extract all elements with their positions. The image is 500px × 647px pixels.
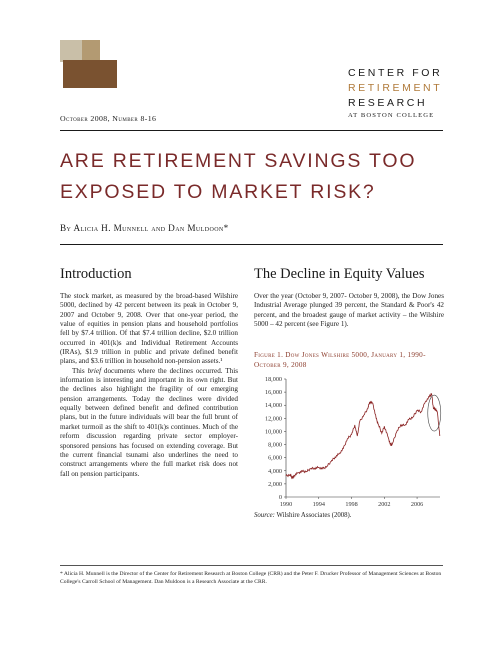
source-label: Source: [254, 512, 275, 519]
y-tick-label: 4,000 [268, 467, 282, 475]
logo-line-3: RESEARCH [348, 97, 428, 109]
x-tick-label: 2002 [378, 501, 391, 508]
decline-heading: The Decline in Equity Values [254, 266, 425, 282]
issue-info: October 2008, Number 8-16 [60, 114, 157, 123]
wilshire-line-chart [254, 375, 446, 509]
intro-heading: Introduction [60, 266, 132, 282]
footnote: * Alicia H. Munnell is the Director of the Center for Retirement Research at Boston College (CRR) and the Peter F. Drucker Professor of Management Sciences at Boston College's Carroll School of Management. Dan Muldoon is a Research Associate at the CRR. [60, 571, 442, 586]
logo-mark [60, 40, 120, 100]
logo-square-light [60, 40, 82, 62]
author-rule [60, 244, 443, 245]
y-tick-label: 18,000 [264, 376, 282, 383]
y-tick-label: 10,000 [264, 428, 282, 436]
y-tick-label: 8,000 [268, 441, 282, 449]
y-tick-label: 12,000 [264, 415, 282, 423]
intro-p2-rest: documents where the declines occurred. This information is interesting and important in its own right. But the declines also highlight the fragility of our emerging pension arrangements. Today the declines were divided equally between defined benefit and defined contribution plans, but in the future individuals will bear the full brunt of market turmoil as the shift to 401(k)s continues. Much of the reform discussion regarding private sector employer-sponsored pensions has focused on extending coverage. But the current financial tsunami also underlines the need to construct arrangements where the full market risk does not fall on pension participants. [60, 366, 239, 478]
y-tick-label: 2,000 [268, 480, 282, 488]
x-tick-label: 1994 [312, 501, 325, 508]
x-tick-label: 1990 [279, 501, 293, 508]
decline-column [254, 292, 444, 329]
decline-paragraph-1: Over the year (October 9, 2007- October 9, 2008), the Dow Jones Industrial Average plunged 39 percent, the Standard & Poor's 42 percent, and the broadest gauge of market activity – the Wilshire 5000 – 42 percent (see Figure 1). [254, 292, 444, 329]
logo-square-dark [63, 60, 117, 88]
page-title: ARE RETIREMENT SAVINGS TOO EXPOSED TO MARKET RISK? [60, 150, 417, 203]
y-tick-label: 6,000 [268, 454, 282, 462]
intro-p2-start: This [72, 366, 88, 375]
authors: By Alicia H. Munnell and Dan Muldoon* [60, 223, 229, 233]
x-tick-label: 2006 [410, 501, 424, 508]
logo-line-4: AT BOSTON COLLEGE [348, 112, 435, 119]
y-tick-label: 14,000 [264, 402, 282, 410]
intro-paragraph-1: The stock market, as measured by the broad-based Wilshire 5000, declined by 42 percent between its peak in October 9, 2007 and October 9, 2008. Over that one-year period, the value of equities in pension plans and household portfolios fell by $7.4 trillion. Of that $7.4 trillion decline, $2.0 trillion occurred in 401(k)s and Individual Retirement Accounts (IRAs), $1.9 trillion in public and private defined benefit plans, and $3.6 trillion in household non-pension assets.¹ [60, 292, 238, 366]
x-tick-label: 1998 [345, 501, 358, 508]
source-text: Wilshire Associates (2008). [274, 512, 352, 519]
intro-column [60, 292, 238, 479]
crr-logo [348, 66, 448, 119]
logo-line-1: CENTER FOR [348, 67, 443, 79]
logo-square-mid [82, 40, 100, 60]
decline-highlight-ellipse [428, 395, 441, 431]
intro-p2-brief: brief [87, 366, 102, 375]
logo-line-2: RETIREMENT [348, 82, 443, 94]
header-rule [60, 130, 443, 131]
figure-source [254, 512, 352, 519]
intro-paragraph-2 [60, 367, 238, 479]
series-line-wilshire [286, 393, 440, 478]
footnote-rule [60, 565, 443, 566]
y-tick-label: 16,000 [264, 389, 282, 397]
y-tick-label: 0 [278, 494, 282, 501]
figure-caption: Figure 1. Dow Jones Wilshire 5000, January 1, 1990-October 9, 2008 [254, 351, 426, 369]
